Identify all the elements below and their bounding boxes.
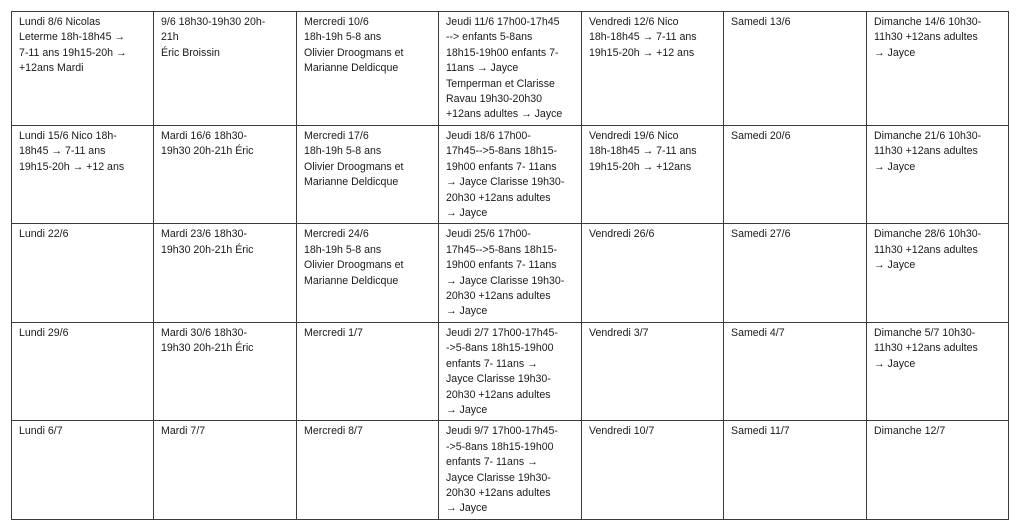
table-cell: Dimanche 28/6 10h30- 11h30 +12ans adultes → Jayce: [867, 224, 1009, 322]
table-row: [12, 322, 1009, 420]
table-cell: Jeudi 9/7 17h00-17h45- ->5-8ans 18h15-19h00 enfants 7- 11ans → Jayce Clarisse 19h30- 20h30 +12ans adultes → Jayce: [439, 421, 582, 519]
table-cell: Samedi 20/6: [724, 126, 867, 224]
table-cell: Lundi 15/6 Nico 18h- 18h45 → 7-11 ans 19h15-20h → +12 ans: [12, 126, 154, 224]
table-cell: Jeudi 25/6 17h00- 17h45-->5-8ans 18h15- 19h00 enfants 7- 11ans → Jayce Clarisse 19h30- 20h30 +12ans adultes → Jayce: [439, 224, 582, 322]
table-cell: Mercredi 10/6 18h-19h 5-8 ans Olivier Droogmans et Marianne Deldicque: [297, 12, 439, 126]
table-cell: Samedi 4/7: [724, 322, 867, 420]
table-cell: Mardi 16/6 18h30- 19h30 20h-21h Éric: [154, 126, 297, 224]
table-row: [12, 224, 1009, 322]
table-cell: 9/6 18h30-19h30 20h- 21h Éric Broissin: [154, 12, 297, 126]
table-cell: Lundi 8/6 Nicolas Leterme 18h-18h45 → 7-11 ans 19h15-20h → +12ans Mardi: [12, 12, 154, 126]
table-cell: Jeudi 11/6 17h00-17h45 --> enfants 5-8ans 18h15-19h00 enfants 7- 11ans → Jayce Temperman et Clarisse Ravau 19h30-20h30 +12ans adultes → Jayce: [439, 12, 582, 126]
table-cell: Dimanche 21/6 10h30- 11h30 +12ans adultes → Jayce: [867, 126, 1009, 224]
table-cell: Lundi 22/6: [12, 224, 154, 322]
table-row: [12, 126, 1009, 224]
table-cell: Vendredi 26/6: [582, 224, 724, 322]
table-cell: Mercredi 1/7: [297, 322, 439, 420]
table-cell: Jeudi 2/7 17h00-17h45- ->5-8ans 18h15-19h00 enfants 7- 11ans → Jayce Clarisse 19h30- 20h30 +12ans adultes → Jayce: [439, 322, 582, 420]
table-cell: Mardi 30/6 18h30- 19h30 20h-21h Éric: [154, 322, 297, 420]
table-cell: Vendredi 10/7: [582, 421, 724, 519]
schedule-table: [11, 11, 1009, 520]
table-cell: Dimanche 14/6 10h30- 11h30 +12ans adultes → Jayce: [867, 12, 1009, 126]
table-cell: Lundi 6/7: [12, 421, 154, 519]
table-cell: Vendredi 3/7: [582, 322, 724, 420]
table-cell: Dimanche 12/7: [867, 421, 1009, 519]
table-cell: Vendredi 19/6 Nico 18h-18h45 → 7-11 ans 19h15-20h → +12ans: [582, 126, 724, 224]
table-cell: Samedi 27/6: [724, 224, 867, 322]
table-cell: Dimanche 5/7 10h30- 11h30 +12ans adultes → Jayce: [867, 322, 1009, 420]
table-cell: Jeudi 18/6 17h00- 17h45-->5-8ans 18h15- 19h00 enfants 7- 11ans → Jayce Clarisse 19h30- 20h30 +12ans adultes → Jayce: [439, 126, 582, 224]
table-cell: Lundi 29/6: [12, 322, 154, 420]
table-cell: Mardi 7/7: [154, 421, 297, 519]
table-cell: Vendredi 12/6 Nico 18h-18h45 → 7-11 ans 19h15-20h → +12 ans: [582, 12, 724, 126]
table-cell: Mercredi 24/6 18h-19h 5-8 ans Olivier Droogmans et Marianne Deldicque: [297, 224, 439, 322]
table-cell: Mercredi 8/7: [297, 421, 439, 519]
table-cell: Mercredi 17/6 18h-19h 5-8 ans Olivier Droogmans et Marianne Deldicque: [297, 126, 439, 224]
table-cell: Samedi 13/6: [724, 12, 867, 126]
table-cell: Mardi 23/6 18h30- 19h30 20h-21h Éric: [154, 224, 297, 322]
table-row: [12, 421, 1009, 519]
table-cell: Samedi 11/7: [724, 421, 867, 519]
table-row: [12, 12, 1009, 126]
